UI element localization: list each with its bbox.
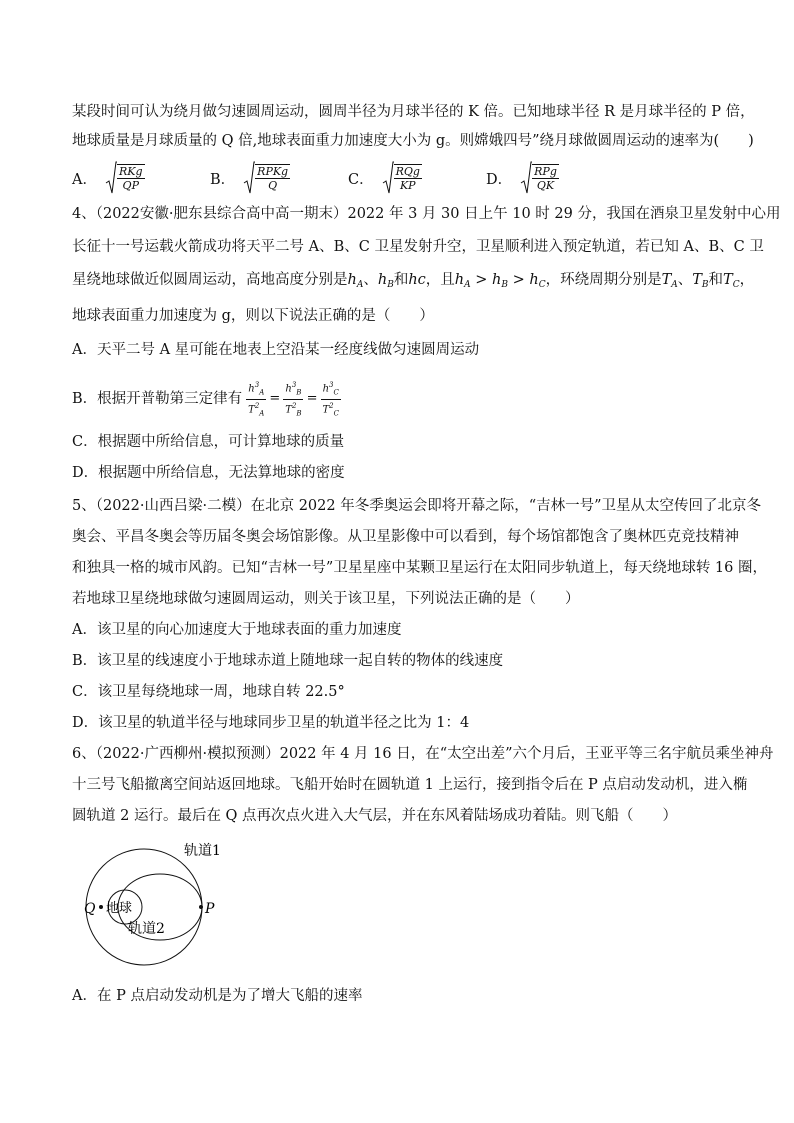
q4-period-text: ，环绕周期分别是: [545, 272, 662, 288]
frac-numerator: RPKg: [257, 165, 289, 178]
sqrt-sign-icon: [382, 161, 394, 195]
var-h: h: [454, 272, 465, 288]
q5-option-c: C．该卫星每绕地球一周，地球自转 22.5°: [72, 684, 345, 700]
q4-text-line-3: [72, 270, 755, 295]
subscript: A: [671, 280, 678, 290]
q4-option-c: C．根据题中所给信息，可计算地球的质量: [72, 434, 345, 450]
kepler-equation: [246, 379, 341, 419]
frac-denominator: QK: [536, 179, 555, 192]
q3-options: [72, 160, 672, 196]
orbit-diagram: [72, 822, 242, 972]
q3-text-line-1: 某段时间可认为绕月做匀速圆周运动，圆周半径为月球半径的 K 倍。已知地球半径 R 是月球半径的 P 倍，: [72, 104, 755, 120]
var-t: T: [692, 272, 702, 288]
sqrt-expression: [520, 161, 559, 195]
orbit-2-label: 轨道2: [128, 921, 165, 937]
q6-text-line-3: 圆轨道 2 运行。最后在 Q 点再次点火进入大气层，并在东风着陆场成功着陆。则飞船（ ）: [72, 808, 678, 824]
sqrt-expression: [243, 161, 290, 195]
point-q-label: Q: [84, 901, 96, 917]
frac-denominator: QP: [122, 179, 139, 192]
sqrt-sign-icon: [105, 161, 117, 195]
q5-text-line-2: 奥会、平昌冬奥会等历届冬奥会场馆影像。从卫星影像中可以看到，每个场馆都饱含了奥林匹克竞技精神: [72, 529, 739, 545]
q4-text-line-2: 长征十一号运载火箭成功将天平二号 A、B、C 卫星发射升空，卫星顺利进入预定轨道，若已知 A、B、C 卫: [72, 239, 764, 255]
subscript: B: [501, 280, 508, 290]
sqrt-sign-icon: [520, 161, 532, 195]
q4-option-d: D．根据题中所给信息，无法算地球的密度: [72, 465, 345, 481]
point-q-marker: [99, 905, 103, 909]
q6-text-line-2: 十三号飞船撤离空间站返回地球。飞船开始时在圆轨道 1 上运行，接到指令后在 P 点启动发动机，进入椭: [72, 777, 748, 793]
subscript: B: [701, 280, 709, 290]
q5-text-line-4: 若地球卫星绕地球做匀速圆周运动，则关于该卫星，下列说法正确的是（ ）: [72, 591, 580, 607]
orbit-1-circle: [86, 849, 202, 965]
q5-option-d: D．该卫星的轨道半径与地球同步卫星的轨道半径之比为 1：4: [72, 715, 470, 731]
q4-option-b: [72, 382, 722, 416]
subscript: C: [538, 280, 546, 290]
var-t: T: [661, 272, 672, 288]
gt-sign: >: [507, 272, 530, 288]
subscript: A: [464, 280, 471, 290]
kepler-frac-a: $\frac{h^3_A}{T^2_A}$: [248, 381, 265, 417]
var-h: h: [492, 272, 502, 288]
q5-text-line-1: 5、（2022·山西吕梁·二模）在北京 2022 年冬季奥运会即将开幕之际，“吉林一号”卫星从太空传回了北京冬: [72, 498, 762, 514]
frac-numerator: RPg: [534, 165, 557, 178]
var-hc: hc: [408, 272, 426, 288]
q4-text-line-4: 地球表面重力加速度为 g，则以下说法正确的是（ ）: [72, 308, 434, 324]
q5-text-line-3: 和独具一格的城市风韵。已知“吉林一号”卫星星座中某颗卫星运行在太阳同步轨道上，每天绕地球转 16 圈，: [72, 560, 767, 576]
q4-option-a: A．天平二号 A 星可能在地表上空沿某一经度线做匀速圆周运动: [72, 342, 480, 358]
equals-sign: =: [306, 391, 318, 406]
option-label: A．: [72, 171, 97, 188]
option-label: B．: [210, 171, 236, 188]
orbit-1-label: 轨道1: [184, 843, 221, 859]
frac-denominator: KP: [399, 179, 416, 192]
subscript: B: [387, 280, 394, 290]
q4-text-line-1: 4、（2022安徽·肥东县综合高中高一期末）2022 年 3 月 30 日上午 10 时 29 分，我国在酒泉卫星发射中心用: [72, 206, 781, 222]
point-p-label: P: [205, 901, 215, 917]
conj-qie: ，且: [425, 272, 455, 288]
sqrt-expression: [382, 161, 422, 195]
sqrt-expression: [105, 161, 145, 195]
option-label: C．: [348, 171, 374, 188]
frac-numerator: RQg: [395, 165, 420, 178]
equals-sign: =: [269, 391, 281, 406]
var-h: h: [529, 272, 539, 288]
q6-option-a: A．在 P 点启动发动机是为了增大飞船的速率: [72, 988, 363, 1004]
var-t: T: [723, 272, 733, 288]
frac-denominator: Q: [268, 179, 278, 192]
gt-sign: >: [470, 272, 492, 288]
q4-option-b-text: B．根据开普勒第三定律有: [72, 391, 243, 407]
option-label: D．: [486, 171, 513, 188]
subscript: A: [356, 280, 364, 290]
conj-he: 和: [393, 272, 409, 288]
q4-line3-text: 星绕地球做近似圆周运动，高地高度分别是: [72, 272, 348, 288]
q6-text-line-1: 6、（2022·广西柳州·模拟预测）2022 年 4 月 16 日，在“太空出差”六个月后，王亚平等三名宇航员乘坐神舟: [72, 746, 774, 762]
point-p-marker: [199, 905, 203, 909]
separator: 、: [363, 272, 378, 288]
q5-option-a: A．该卫星的向心加速度大于地球表面的重力加速度: [72, 622, 402, 638]
q5-option-b: B．该卫星的线速度小于地球赤道上随地球一起自转的物体的线速度: [72, 653, 504, 669]
earth-label: 地球: [106, 901, 133, 916]
sqrt-sign-icon: [243, 161, 255, 195]
separator: ，: [739, 272, 755, 288]
kepler-frac-b: $\frac{h^3_B}{T^2_B}$: [285, 381, 302, 417]
q3-option-d: [486, 160, 559, 196]
kepler-frac-c: $\frac{h^3_C}{T^2_C}$: [322, 381, 339, 417]
q3-option-c: [348, 160, 422, 196]
conj-he: 和: [708, 272, 724, 288]
var-h: h: [377, 272, 388, 288]
q3-option-b: [210, 160, 290, 196]
var-h: h: [347, 272, 357, 288]
frac-numerator: RKg: [118, 165, 143, 178]
subscript: C: [732, 280, 740, 290]
separator: 、: [677, 272, 693, 288]
q3-text-line-2: 地球质量是月球质量的 Q 倍,地球表面重力加速度大小为 g。则嫦娥四号”绕月球做圆周运动的速率为( ): [72, 133, 754, 149]
q3-option-a: [72, 160, 145, 196]
